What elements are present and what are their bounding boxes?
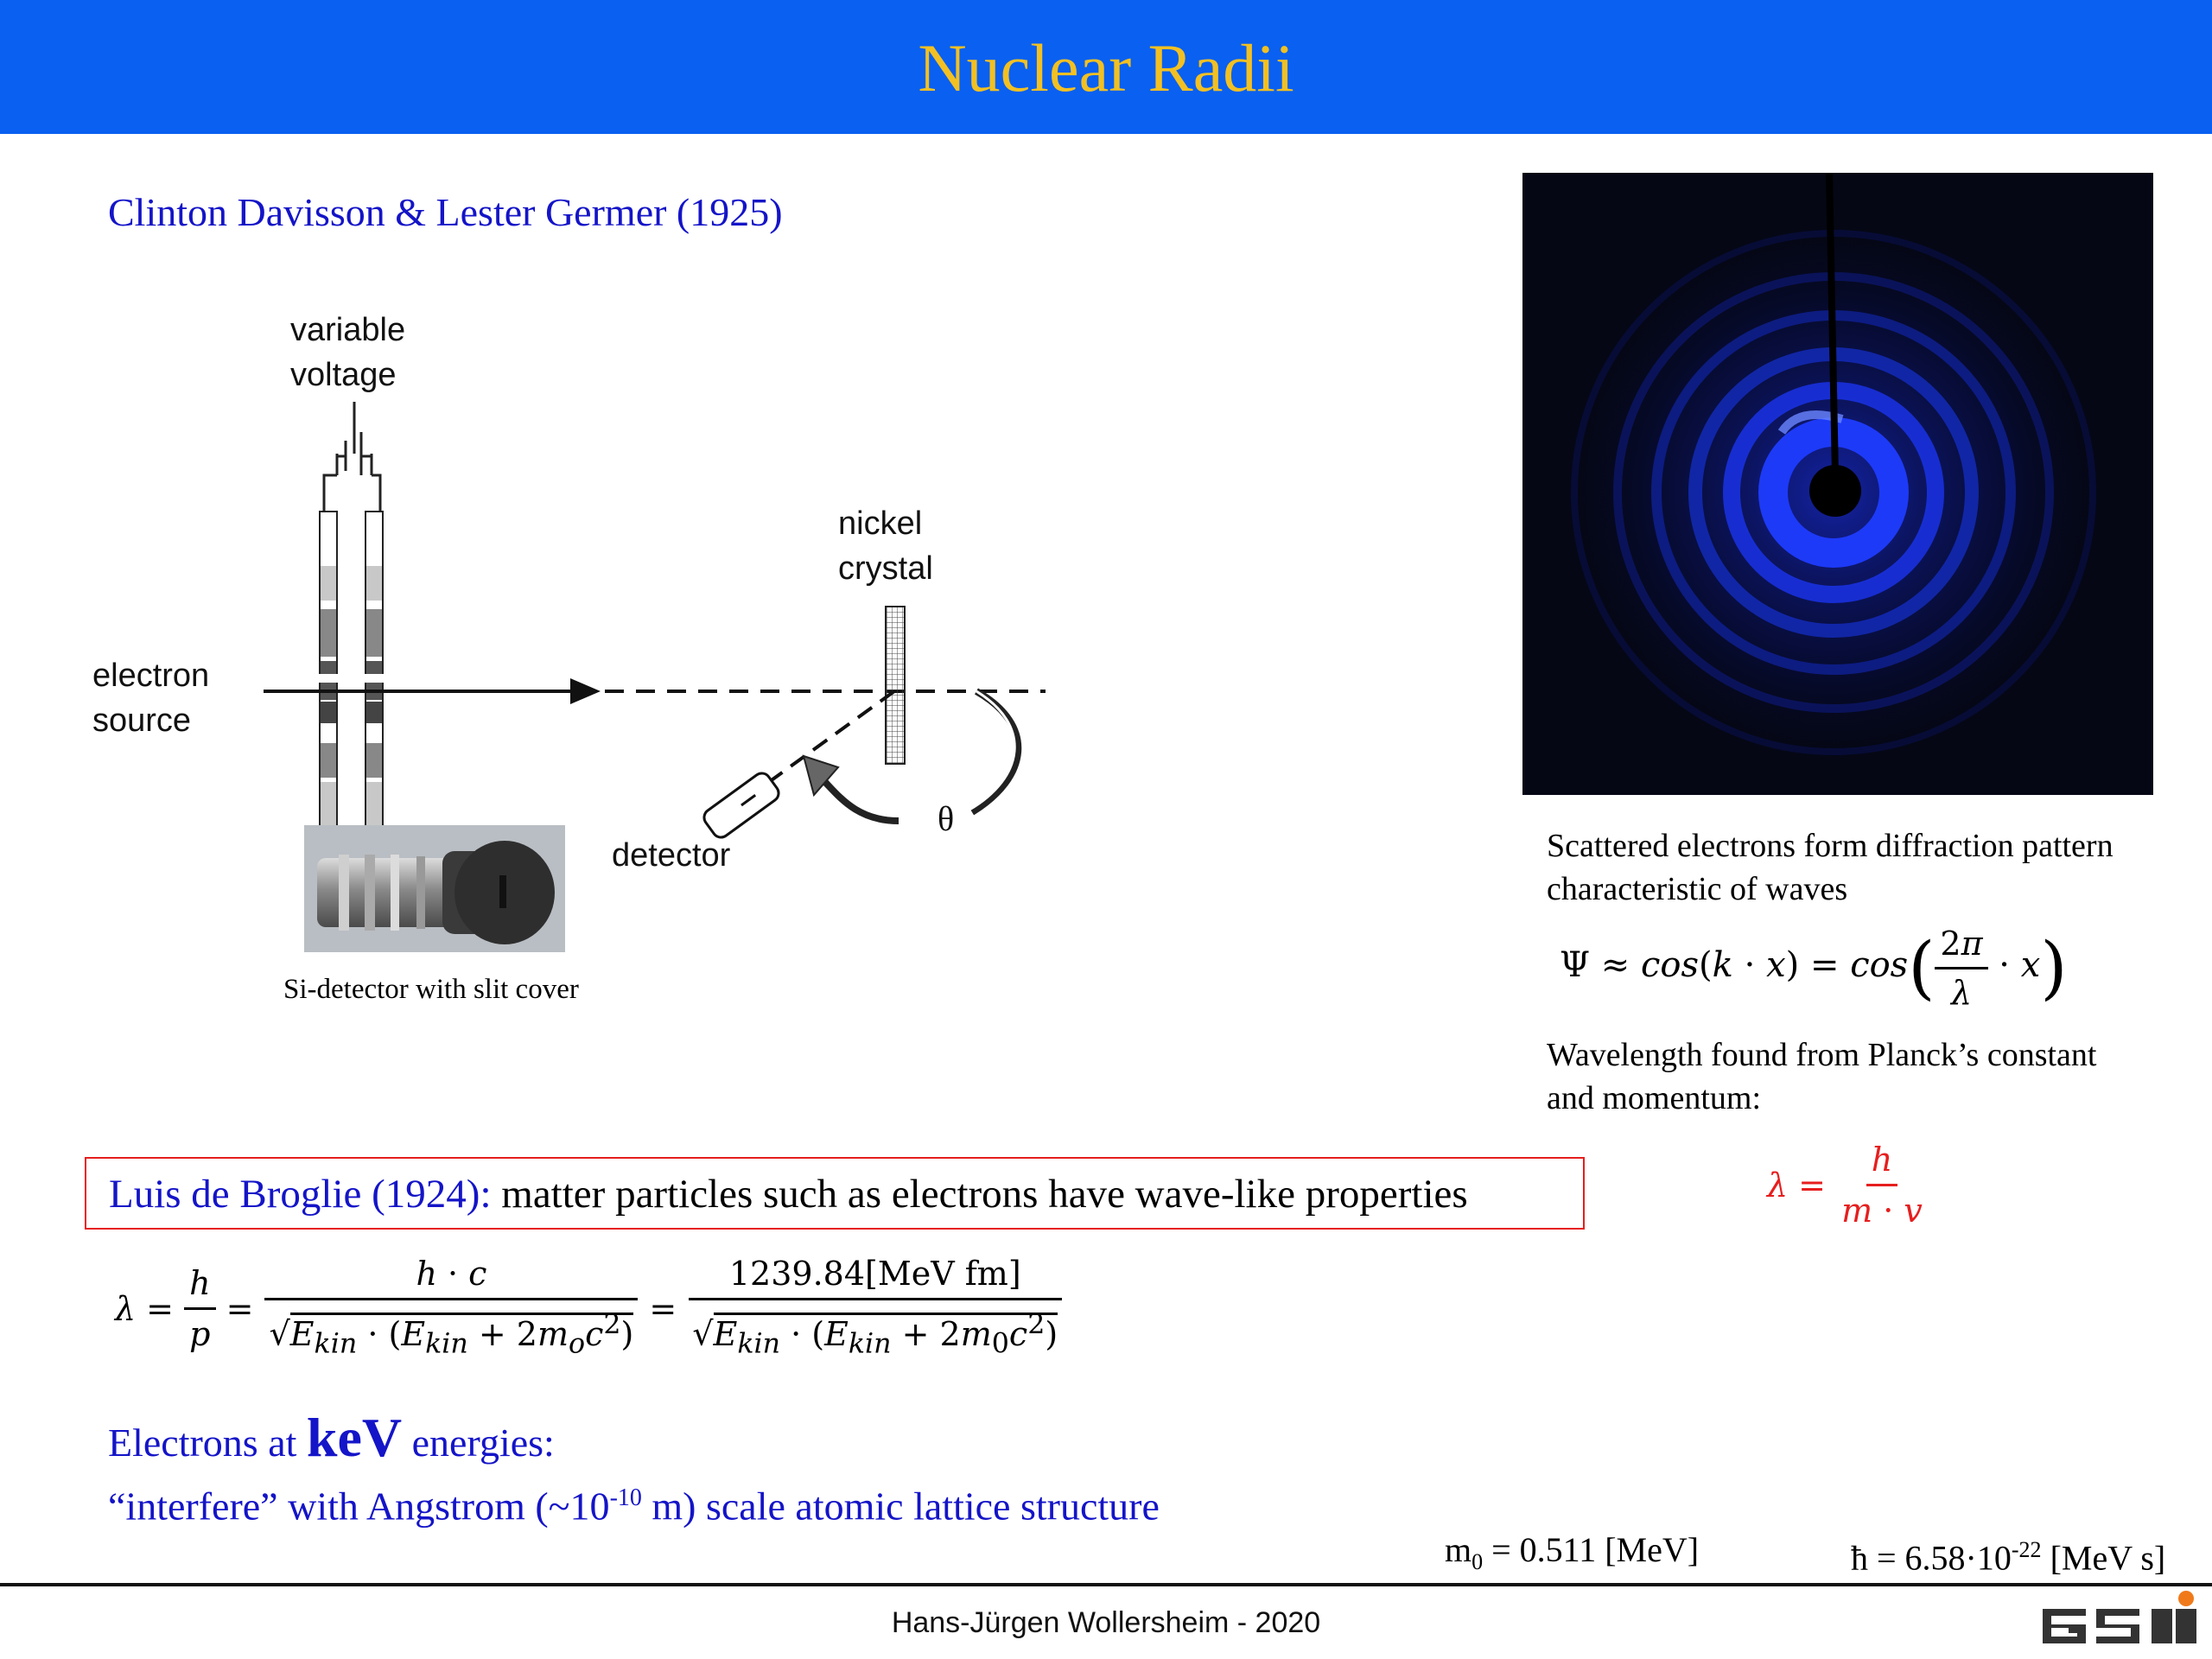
detector-caption: Si-detector with slit cover [283, 974, 579, 1005]
experiment-diagram [78, 311, 1071, 916]
label-nickel: nickel [838, 505, 923, 542]
diffraction-pattern-image [1522, 173, 2153, 795]
page-title: Nuclear Radii [918, 30, 1294, 105]
gsi-logo [2039, 1590, 2203, 1650]
m0-prefix: m [1445, 1530, 1472, 1569]
label-detector: detector [612, 837, 731, 874]
hbar-prefix: ħ = 6.58·10 [1851, 1538, 2012, 1578]
label-theta: θ [938, 799, 955, 838]
psi-formula: Ψ ≈ cos(k · x) = cos( $\frac{2\pi}{\lambda}$ · x) [1560, 924, 2068, 1012]
label-electron: electron [92, 658, 210, 694]
formula-numerator: 1239.84[MeV fm] [689, 1253, 1062, 1300]
footer-divider [0, 1583, 2212, 1586]
debroglie-colon: : [480, 1172, 492, 1217]
characteristic-text: characteristic of waves [1547, 871, 1848, 907]
footer-author: Hans-Jürgen Wollersheim - 2020 [891, 1606, 1321, 1639]
momentum-text: and momentum: [1547, 1080, 1762, 1116]
hbar-constant [1851, 1526, 2165, 1582]
debroglie-statement [109, 1168, 1468, 1220]
lambda-energy-formula: λ = $\frac{h}{p}$ = $\frac{h \cdot c}{√E_{kin} \cdot (E_{kin} + 2m_oc^2)}$ = $\frac{\text{1239.84[MeV fm]}}{√E_{kin} \cdot (E_{kin} + 2m_0c^2)}$ [115, 1253, 1063, 1364]
m0-sub: 0 [1471, 1549, 1484, 1574]
hbar-unit: [MeV s] [2041, 1538, 2166, 1578]
label-crystal: crystal [838, 550, 933, 587]
hbar-exponent: -22 [2011, 1537, 2042, 1562]
debroglie-name: Luis de Broglie (1924) [109, 1172, 480, 1217]
kev-big: keV [306, 1407, 403, 1468]
m0-value: = 0.511 [MeV] [1483, 1530, 1700, 1569]
wavelength-text: Wavelength found from Planck’s constant [1547, 1037, 2097, 1073]
debroglie-text: matter particles such as electrons have wave-like properties [491, 1172, 1468, 1217]
lambda-hmv-formula: λ = $\frac{h}{m \cdot v}$ [1767, 1141, 1923, 1230]
m0-constant [1445, 1526, 1699, 1586]
subtitle: Clinton Davisson & Lester Germer (1925) [108, 190, 783, 234]
label-source: source [92, 702, 192, 739]
interfere-exponent: -10 [609, 1484, 642, 1511]
scattered-text: Scattered electrons form diffraction pattern [1547, 828, 2113, 864]
kev-energies-line [108, 1407, 555, 1471]
interfere-line [108, 1472, 1160, 1532]
kev-prefix: Electrons at [108, 1421, 307, 1465]
label-variable: variable [290, 312, 406, 348]
si-detector-photo [304, 825, 565, 952]
label-voltage: voltage [290, 357, 397, 393]
interfere-part1: “interfere” with Angstrom (~10 [108, 1484, 610, 1529]
interfere-part2: m) scale atomic lattice structure [641, 1484, 1160, 1529]
kev-suffix: energies: [402, 1421, 555, 1465]
